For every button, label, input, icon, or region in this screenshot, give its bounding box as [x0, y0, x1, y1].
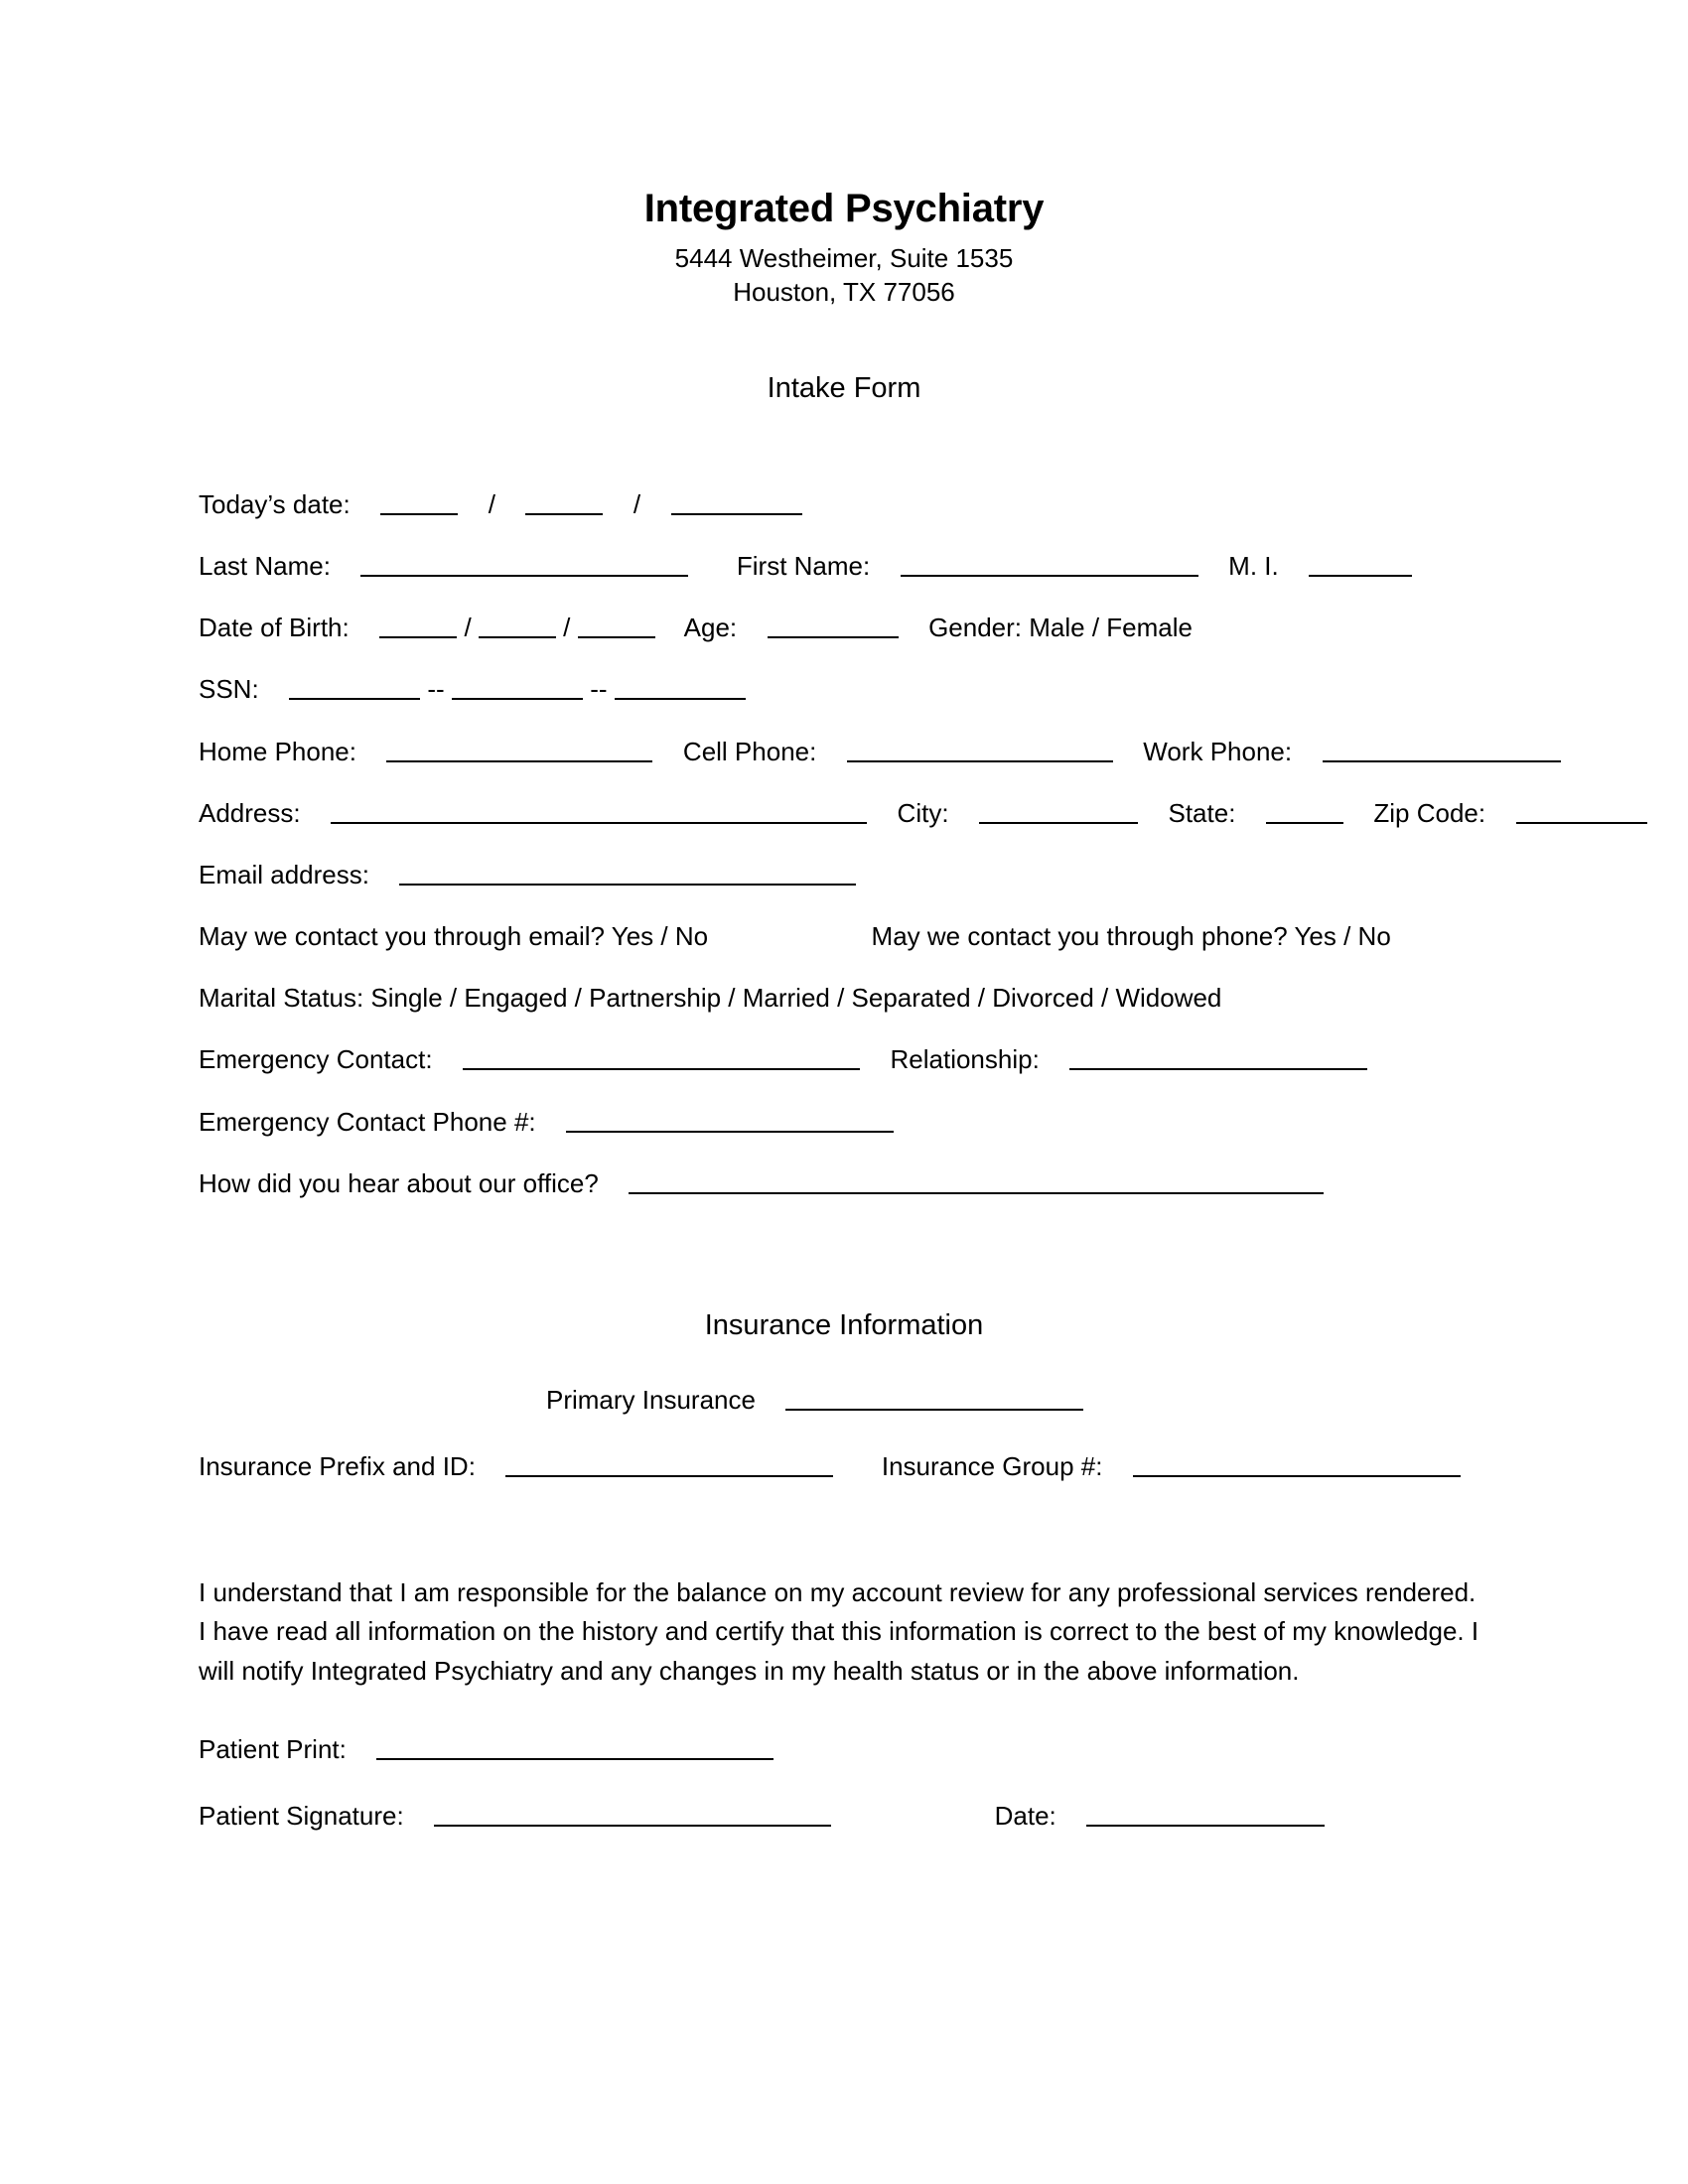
dob-age-gender-row: [199, 613, 1489, 643]
date-separator-2: /: [633, 488, 641, 519]
cell-phone-label: Cell Phone:: [682, 736, 817, 766]
address-row: [199, 798, 1489, 829]
patient-signature-field[interactable]: [434, 1801, 831, 1827]
insurance-ids-row: [199, 1451, 1489, 1482]
ssn-label: SSN:: [199, 674, 259, 705]
state-label: State:: [1168, 797, 1236, 828]
insurance-information-section: [199, 1308, 1489, 1482]
ssn-separator-2: --: [590, 674, 608, 705]
todays-date-day-field[interactable]: [525, 489, 603, 515]
zip-code-field[interactable]: [1516, 798, 1647, 824]
insurance-prefix-id-field[interactable]: [505, 1451, 833, 1477]
age-label: Age:: [683, 613, 738, 643]
practice-street-address: 5444 Westheimer, Suite 1535: [674, 242, 1014, 273]
emergency-phone-row: [199, 1107, 1489, 1138]
practice-name: Integrated Psychiatry: [643, 187, 1045, 230]
emergency-contact-label: Emergency Contact:: [199, 1044, 433, 1075]
agreement-section: [199, 1573, 1489, 1833]
phone-row: [199, 737, 1489, 767]
address-label: Address:: [199, 797, 301, 828]
form-title: Intake Form: [767, 371, 921, 404]
gender-label[interactable]: Gender: Male / Female: [928, 613, 1193, 643]
date-of-birth-label: Date of Birth:: [199, 613, 350, 643]
insurance-section-heading: Insurance Information: [704, 1309, 984, 1341]
patient-print-label: Patient Print:: [199, 1734, 347, 1765]
todays-date-label: Today’s date:: [199, 488, 351, 519]
dob-separator-1: /: [464, 613, 472, 643]
marital-status-row[interactable]: Marital Status: Single / Engaged / Partnership / Married / Separated / Divorced / Widowed: [199, 983, 1222, 1014]
ssn-area-field[interactable]: [289, 674, 420, 700]
emergency-contact-phone-label: Emergency Contact Phone #:: [199, 1106, 536, 1137]
todays-date-year-field[interactable]: [671, 489, 802, 515]
work-phone-field[interactable]: [1323, 737, 1561, 762]
patient-print-field[interactable]: [376, 1734, 774, 1760]
work-phone-label: Work Phone:: [1143, 736, 1293, 766]
referral-row: [199, 1168, 1489, 1199]
cell-phone-field[interactable]: [847, 737, 1113, 762]
primary-insurance-field[interactable]: [785, 1385, 1083, 1411]
relationship-field[interactable]: [1069, 1045, 1367, 1071]
first-name-label: First Name:: [736, 550, 871, 581]
date-separator-1: /: [488, 488, 495, 519]
email-address-label: Email address:: [199, 859, 369, 889]
dob-day-field[interactable]: [479, 613, 556, 638]
email-row: [199, 860, 1489, 890]
middle-initial-label: M. I.: [1228, 550, 1279, 581]
home-phone-field[interactable]: [386, 737, 652, 762]
email-address-field[interactable]: [399, 860, 856, 886]
primary-insurance-label: Primary Insurance: [546, 1384, 756, 1415]
patient-print-row: [199, 1734, 1489, 1765]
patient-signature-row: [199, 1801, 1489, 1832]
primary-insurance-row: [199, 1385, 1489, 1416]
ssn-serial-field[interactable]: [615, 674, 746, 700]
emergency-contact-row: [199, 1044, 1489, 1075]
last-name-label: Last Name:: [199, 550, 331, 581]
referral-label: How did you hear about our office?: [199, 1167, 599, 1198]
ssn-group-field[interactable]: [452, 674, 583, 700]
home-phone-label: Home Phone:: [199, 736, 356, 766]
age-field[interactable]: [768, 613, 899, 638]
ssn-row: [199, 674, 1489, 705]
contact-by-phone-question[interactable]: May we contact you through phone? Yes / No: [871, 921, 1391, 952]
referral-field[interactable]: [629, 1168, 1324, 1194]
todays-date-month-field[interactable]: [380, 489, 458, 515]
patient-information-section: [199, 489, 1489, 1199]
emergency-contact-phone-field[interactable]: [566, 1107, 894, 1133]
city-field[interactable]: [979, 798, 1138, 824]
dob-separator-2: /: [563, 613, 571, 643]
contact-by-email-question[interactable]: May we contact you through email? Yes / No: [199, 921, 709, 952]
zip-code-label: Zip Code:: [1373, 797, 1486, 828]
last-name-field[interactable]: [360, 551, 688, 577]
dob-year-field[interactable]: [578, 613, 655, 638]
ssn-separator-1: --: [427, 674, 445, 705]
dob-month-field[interactable]: [379, 613, 457, 638]
relationship-label: Relationship:: [890, 1044, 1040, 1075]
middle-initial-field[interactable]: [1309, 551, 1412, 577]
emergency-contact-field[interactable]: [463, 1045, 860, 1071]
insurance-prefix-id-label: Insurance Prefix and ID:: [199, 1450, 476, 1481]
signature-date-label: Date:: [994, 1801, 1056, 1832]
city-label: City:: [897, 797, 949, 828]
letterhead: [199, 0, 1489, 310]
patient-signature-label: Patient Signature:: [199, 1801, 404, 1832]
contact-permission-row: [199, 921, 1489, 952]
todays-date-row: [199, 489, 1489, 520]
first-name-field[interactable]: [901, 551, 1198, 577]
agreement-text: I understand that I am responsible for the balance on my account review for any professional services rendered. I have read all information on the history and certify that this information is correct to the best of my knowledge. I will notify Integrated Psychiatry and any changes in my health status or in the above information.: [199, 1576, 1479, 1686]
practice-city-state-zip: Houston, TX 77056: [733, 277, 955, 308]
signature-date-field[interactable]: [1086, 1801, 1325, 1827]
insurance-group-label: Insurance Group #:: [881, 1450, 1103, 1481]
name-row: [199, 551, 1489, 582]
state-field[interactable]: [1266, 798, 1343, 824]
insurance-group-field[interactable]: [1133, 1451, 1461, 1477]
address-field[interactable]: [331, 798, 867, 824]
